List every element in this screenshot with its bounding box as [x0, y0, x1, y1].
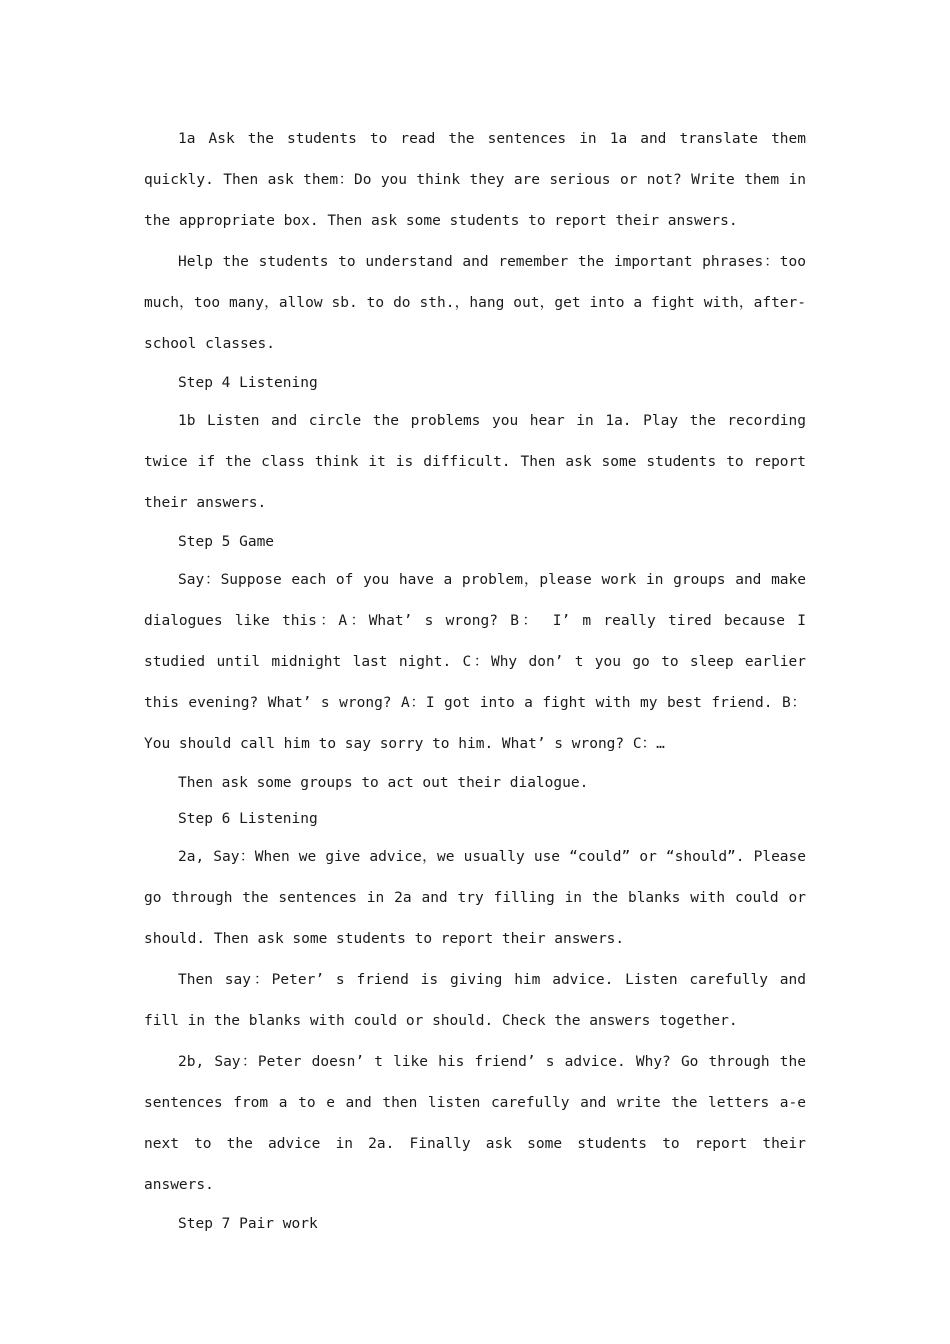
paragraph-act-out: Then ask some groups to act out their dialogue.	[178, 775, 589, 791]
paragraph-2b-advice: 2b, Say：Peter doesn’ t like his friend’ s advice. Why? Go through the sentences from a to e and then listen carefully and write the letters a-e next to the advice in 2a. Finally ask some students to report their answers.	[144, 1054, 806, 1193]
document-body	[144, 119, 806, 1242]
paragraph-1a-instructions: 1a Ask the students to read the sentences in 1a and translate them quickly. Then ask them：Do you think they are serious or not? Write them in the appropriate box. Then ask some students to report their answers.	[144, 131, 806, 229]
step-4-heading: Step 4 Listening	[178, 375, 318, 391]
step-6-heading: Step 6 Listening	[178, 811, 318, 827]
paragraph-2a-advice: 2a, Say：When we give advice，we usually use “could” or “should”. Please go through the sentences in 2a and try filling in the blanks with could or should. Then ask some students to report their answers.	[144, 849, 806, 947]
step-7-heading: Step 7 Pair work	[178, 1216, 318, 1232]
paragraph-peter-friend: Then say：Peter’ s friend is giving him advice. Listen carefully and fill in the blanks with could or should. Check the answers together.	[144, 972, 806, 1029]
step-5-heading: Step 5 Game	[178, 534, 275, 550]
paragraph-phrases: Help the students to understand and remember the important phrases：too much，too many，allow sb. to do sth.，hang out，get into a fight with，after-school classes.	[144, 254, 806, 352]
paragraph-1b-listening: 1b Listen and circle the problems you hear in 1a. Play the recording twice if the class think it is difficult. Then ask some students to report their answers.	[144, 413, 806, 511]
paragraph-game-dialogue: Say：Suppose each of you have a problem，please work in groups and make dialogues like this：A：What’ s wrong? B： I’ m really tired because I studied until midnight last night. C：Why don’ t you go to sleep earlier this evening? What’ s wrong? A：I got into a fight with my best friend. B：You should call him to say sorry to him. What’ s wrong? C：…	[144, 572, 806, 752]
